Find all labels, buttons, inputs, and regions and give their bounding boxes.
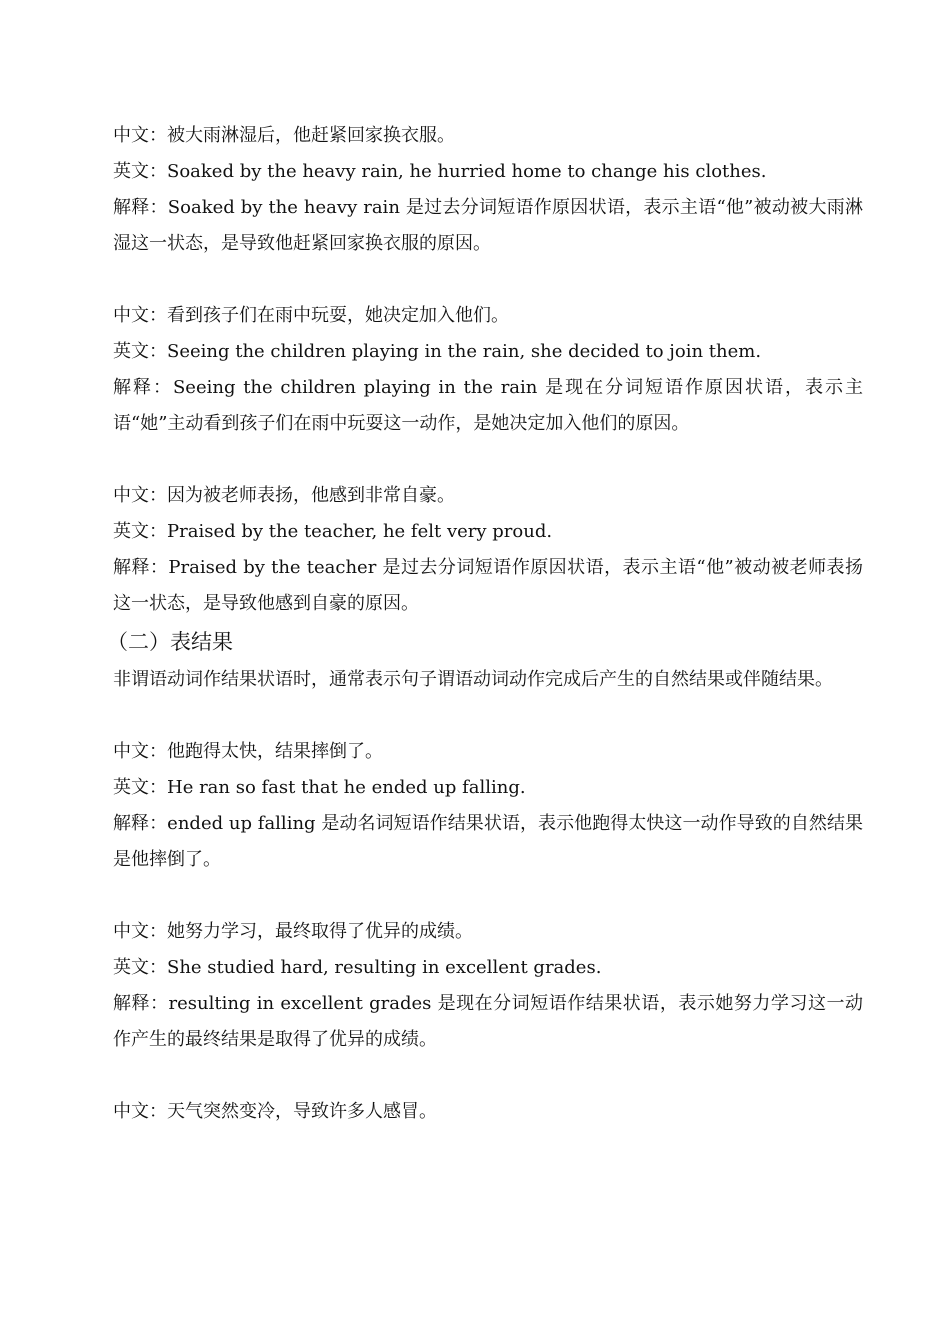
example-explanation: 解释：Praised by the teacher 是过去分词短语作原因状语，表示主语“他”被动被老师表扬这一状态，是导致他感到自豪的原因。: [113, 557, 863, 614]
spacer: [113, 442, 863, 478]
spacer: [113, 262, 863, 298]
example-chinese: 中文：天气突然变冷，导致许多人感冒。: [113, 1101, 437, 1122]
example-explanation: 解释：ended up falling 是动名词短语作结果状语，表示他跑得太快这一动作导致的自然结果是他摔倒了。: [113, 813, 863, 870]
example-explanation: 解释：Seeing the children playing in the rain 是现在分词短语作原因状语，表示主语“她”主动看到孩子们在雨中玩耍这一动作，是她决定加入他们的原因。: [113, 377, 863, 434]
example-explanation: 解释：resulting in excellent grades 是现在分词短语作结果状语，表示她努力学习这一动作产生的最终结果是取得了优异的成绩。: [113, 993, 863, 1050]
spacer: [113, 878, 863, 914]
section-heading: （二）表结果: [107, 630, 233, 654]
example-chinese: 中文：看到孩子们在雨中玩耍，她决定加入他们。: [113, 305, 509, 326]
example-english: 英文：She studied hard, resulting in excellent grades.: [113, 957, 602, 978]
example-chinese: 中文：他跑得太快，结果摔倒了。: [113, 741, 383, 762]
section-intro: 非谓语动词作结果状语时，通常表示句子谓语动词动作完成后产生的自然结果或伴随结果。: [113, 669, 833, 690]
example-chinese: 中文：她努力学习，最终取得了优异的成绩。: [113, 921, 473, 942]
spacer: [113, 1058, 863, 1094]
example-explanation: 解释：Soaked by the heavy rain 是过去分词短语作原因状语，表示主语“他”被动被大雨淋湿这一状态，是导致他赶紧回家换衣服的原因。: [113, 197, 863, 254]
example-english: 英文：Praised by the teacher, he felt very proud.: [113, 521, 553, 542]
document-page: [107, 118, 863, 1130]
spacer: [113, 698, 863, 734]
example-english: 英文：Soaked by the heavy rain, he hurried home to change his clothes.: [113, 161, 767, 182]
example-english: 英文：Seeing the children playing in the rain, she decided to join them.: [113, 341, 762, 362]
example-chinese: 中文：因为被老师表扬，他感到非常自豪。: [113, 485, 455, 506]
example-chinese: 中文：被大雨淋湿后，他赶紧回家换衣服。: [113, 125, 455, 146]
example-english: 英文：He ran so fast that he ended up falling.: [113, 777, 526, 798]
